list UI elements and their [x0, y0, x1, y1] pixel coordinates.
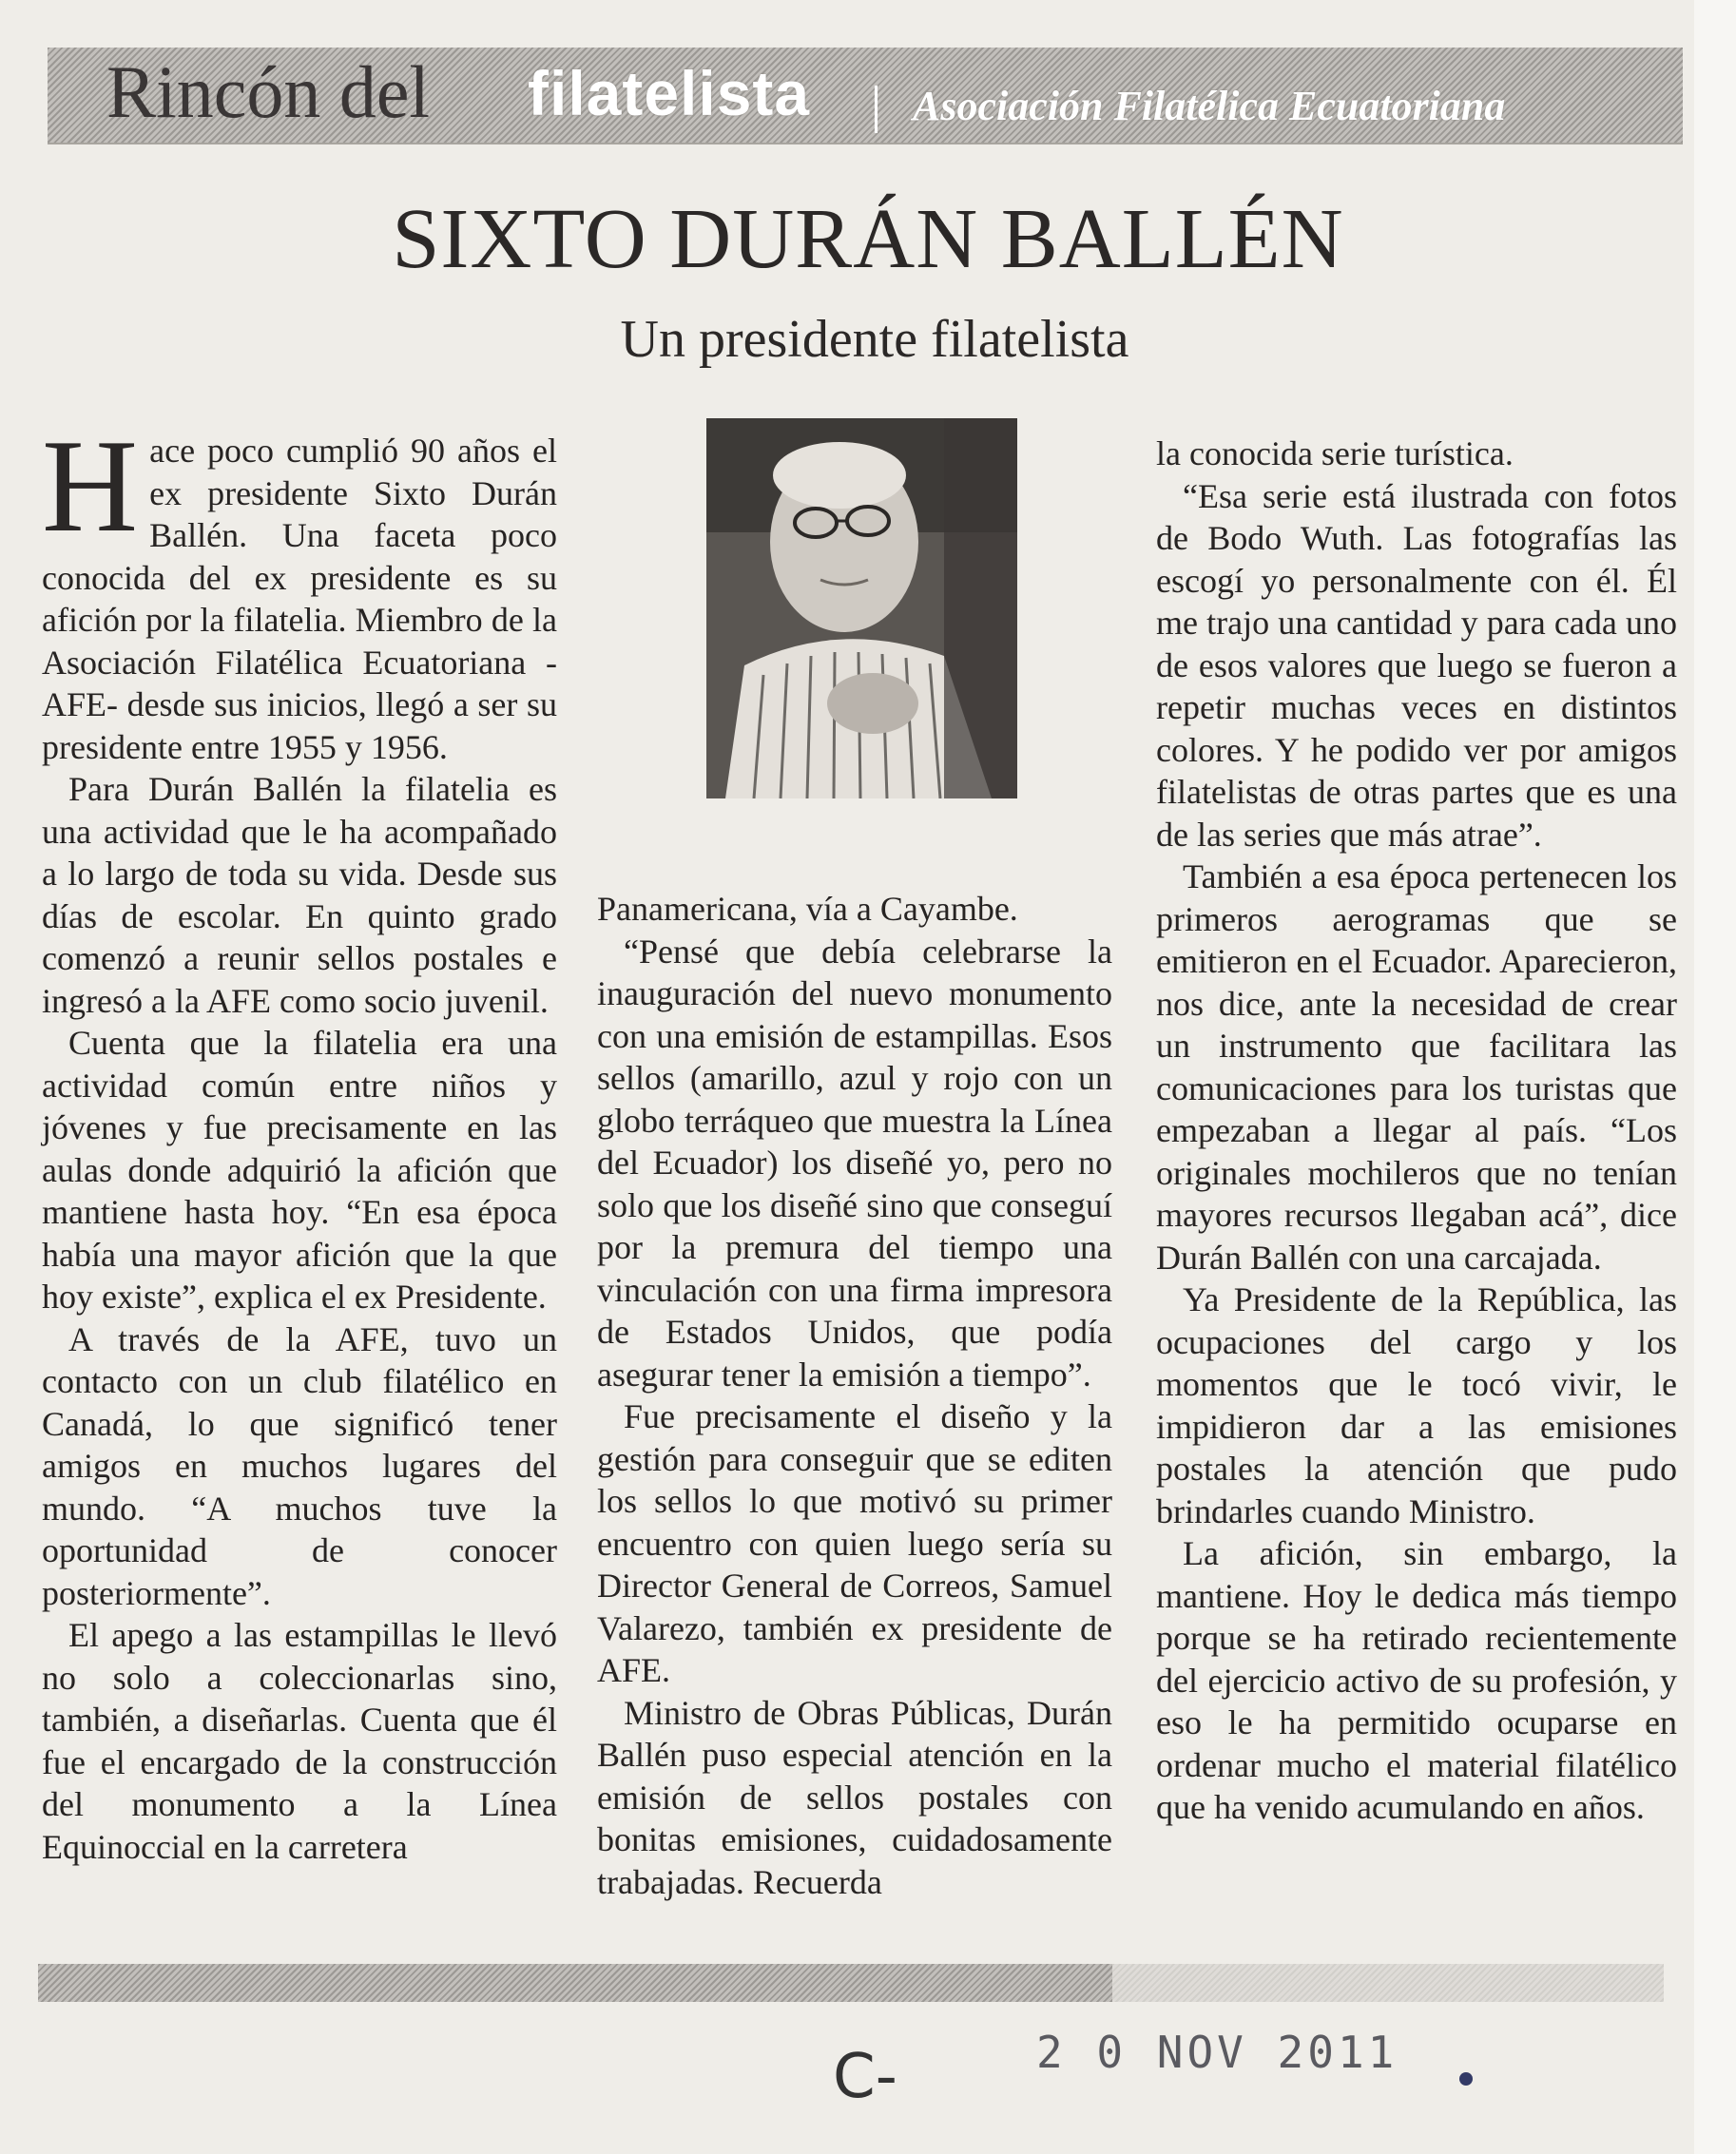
- organization-name: Asociación Filatélica Ecuatoriana: [913, 83, 1506, 129]
- article-column-1: [42, 413, 557, 1868]
- header-separator: [875, 86, 878, 133]
- paragraph: Panamericana, vía a Cayambe.: [597, 890, 1018, 928]
- paragraph: Ministro de Obras Públicas, Durán Ballén puso especial atención en la emisión de sellos postales con bonitas emisiones, cuidadosamente trabajadas. Recuerda: [597, 1693, 1112, 1901]
- paragraph: la conocida serie turística.: [1156, 434, 1514, 472]
- footer-band: [38, 1964, 1112, 2002]
- article-column-3: [1156, 433, 1677, 1829]
- paragraph: Para Durán Ballén la filatelia es una actividad que le ha acompañado a lo largo de toda su vida. Desde sus días de escolar. En quinto grado comenzó a reunir sellos postales e ingresó a la AFE como socio juvenil.: [42, 770, 557, 1020]
- paragraph: ace poco cumplió 90 años el ex presidente Sixto Durán Ballén. Una faceta poco conocida del ex presidente es su afición por la filatelia. Miembro de la Asociación Filatélica Ecuatoriana -AFE- desde sus inicios, llegó a ser su presidente entre 1955 y 1956.: [42, 432, 557, 766]
- paragraph: El apego a las estampillas le llevó no solo a coleccionarlas sino, también, a diseñarlas. Cuenta que él fue el encargado de la construcción del monumento a la Línea Equinoccial en la carretera: [42, 1616, 557, 1866]
- footer-band-faded: [1112, 1964, 1664, 2002]
- section-title: Rincón del: [106, 50, 431, 133]
- paragraph: Cuenta que la filatelia era una actividad común entre niños y jóvenes y fue precisamente en las aulas donde adquirió la afición que mantiene hasta hoy. “En esa época había una mayor afición que la que hoy existe”, explica el ex Presidente.: [42, 1024, 557, 1316]
- section-highlight: filatelista: [528, 58, 811, 128]
- article-headline: SIXTO DURÁN BALLÉN: [392, 192, 1344, 286]
- paragraph: También a esa época pertenecen los primeros aerogramas que se emitieron en el Ecuador. Aparecieron, nos dice, ante la necesidad de crear un instrumento que facilitara las comunicaciones para los turistas que empezaban a llegar al país. “Los originales mochileros que no tenían mayores recursos llegaban acá”, dice Durán Ballén con una carcajada.: [1156, 857, 1677, 1277]
- paragraph: A través de la AFE, tuvo un contacto con un club filatélico en Canadá, lo que significó tener amigos en muchos lugares del mundo. “A muchos tuve la oportunidad de conocer posteriormente”.: [42, 1319, 557, 1612]
- paragraph: Fue precisamente el diseño y la gestión para conseguir que se editen los sellos lo que motivó su primer encuentro con quien luego sería su Director General de Correos, Samuel Valarezo, también ex presidente de AFE.: [597, 1397, 1112, 1689]
- handwritten-mark: C-: [833, 2042, 897, 2112]
- page-edge: [1694, 0, 1736, 2154]
- paragraph: “Esa serie está ilustrada con fotos de Bodo Wuth. Las fotografías las escogí yo personalmente con él. Él me trajo una cantidad y para cada uno de esos valores que luego se fueron a repetir muchas veces en distintos colores. Y he podido ver por amigos filatelistas de otras partes que es una de las series que más atrae”.: [1156, 476, 1677, 854]
- paragraph: La afición, sin embargo, la mantiene. Hoy le dedica más tiempo porque se ha retirado recientemente del ejercicio activo de su profesión, y eso le ha permitido ocuparse en ordenar mucho el material filatélico que ha venido acumulando en años.: [1156, 1534, 1677, 1826]
- paragraph: Ya Presidente de la República, las ocupaciones del cargo y los momentos que le tocó vivir, le impidieron dar a las emisiones postales la atención que pudo brindarles cuando Ministro.: [1156, 1280, 1677, 1530]
- portrait-photo: [706, 418, 1017, 798]
- date-stamp: 2 0 NOV 2011: [1036, 2027, 1398, 2078]
- paragraph: “Pensé que debía celebrarse la inauguración del nuevo monumento con una emisión de estampillas. Esos sellos (amarillo, azul y rojo con un globo terráqueo que muestra la Línea del Ecuador) los diseñé yo, pero no solo que los diseñé sino que conseguí por la premura del tiempo una vinculación con una firma impresora de Estados Unidos, que podía asegurar tener la emisión a tiempo”.: [597, 932, 1112, 1394]
- article-subheadline: Un presidente filatelista: [620, 310, 1129, 369]
- drop-cap: H: [42, 413, 139, 560]
- ink-dot: [1459, 2072, 1473, 2086]
- article-column-2: [597, 888, 1112, 1903]
